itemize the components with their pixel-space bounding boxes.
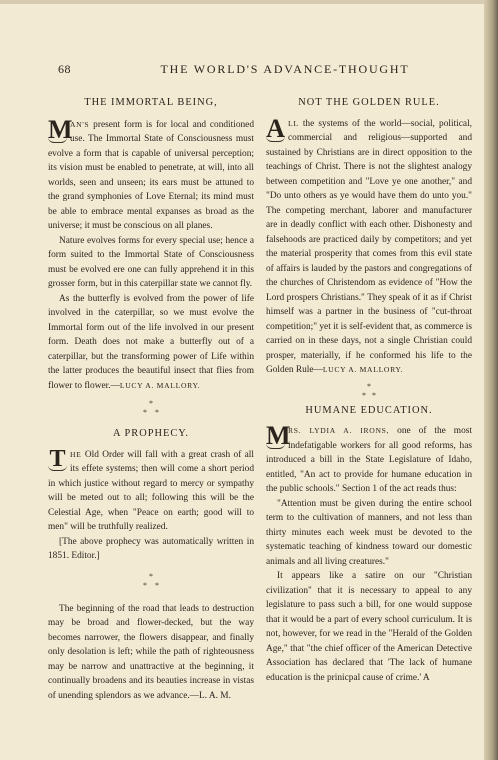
ornament-stars: * * * xyxy=(143,571,159,590)
paragraph-text: present form is for local and conditioned use. The Immortal State of Consciousness must evolve a form that is capable of universal perception; its vision must be enabled to penetrate, at will, into all worlds, seen and unseen; its ears must be attuned to the grand symphonies of Love Eternal; its mind must be able to embrace mental expanses as broad as the universe; it must be conscious on all planes. xyxy=(48,119,254,231)
page-header xyxy=(0,62,484,78)
lead-in-small-caps: HE xyxy=(70,449,82,459)
top-edge xyxy=(0,0,498,4)
left-column xyxy=(48,96,254,703)
paragraph-text: one of the most indefatigable workers for all good reforms, has introduced a bill in the State Legislature of Idaho, entitled, "An act to provide for humane education in the public schools." Section 1 of the act reads thus: xyxy=(266,426,472,494)
ornament-stars: * * * xyxy=(362,381,376,400)
article-paragraph: The beginning of the road that leads to destruction may be broad and flower-decked, but the way becomes narrower, the flowers disappear, and finally only desolation is left; while the path of righteousness may be narrow and unattractive at the beginning, it continually broadens and its beauties increase in vistas of unending splendors as we advance.—L. A. M. xyxy=(48,603,254,701)
drop-cap: M xyxy=(266,421,291,450)
article-paragraph xyxy=(48,114,254,234)
article-title-prophecy: A PROPHECY. xyxy=(112,428,190,439)
paragraph-text: the systems of the world—social, political, commercial and religious—supported and sustained by Christians are in direct opposition to the teachings of Christ. There is not the slightest analogy between competition and "Love ye one another," and "Do unto others as ye would have them do unto you." The competing merchant, laborer and manufacturer are in deadly conflict with each other. Dishonesty and falsehoods are practiced daily by competitors; and yet the material prosperity that comes from this evil state of affairs is lauded by the pastors and congregations of the churches of Christendom as evidence of "How the Lord prospers Christians." They speak of it as if Christ himself was a partner in the business of "cut-throat competition;" yet it is self-evident that, as commerce is carried on in these days, not a single Christian could prosper, materially, if he conformed his life to the Golden Rule— xyxy=(266,118,472,375)
drop-cap: A xyxy=(266,113,285,143)
page-number: 68 xyxy=(58,62,71,76)
lead-in-small-caps: AN'S xyxy=(70,119,90,129)
article-paragraph: It appears like a satire on our "Christian civilization" that it is necessary to appeal to any legislature to pass such a bill, for one would suppose that it would be a part of every school curriculum. It is not, however, for we read in the "Herald of the Golden Age," that "the chief officer of the American Detective Association has declared that 'The lack of humane education is the prinicpal cause of crime.' A xyxy=(266,571,472,683)
ornament-stars: * * * xyxy=(143,399,159,417)
author-signature: LUCY A. MALLORY. xyxy=(119,380,201,390)
running-title: THE WORLD'S ADVANCE-THOUGHT xyxy=(160,62,410,76)
paragraph-text: Old Order will fall with a great crash of all its effete systems; then will come a short period in which justice without regard to mercy or sympathy will be meted out to all; following this will be the Celestial Age, when "Peace on earth; good will to men" will be truthfully realized. xyxy=(48,449,254,532)
drop-cap: T xyxy=(49,445,66,472)
article-paragraph xyxy=(266,113,472,378)
article-paragraph xyxy=(48,292,254,394)
drop-cap: M xyxy=(48,114,73,144)
article-paragraph xyxy=(266,421,472,497)
article-title-humane-education: HUMANE EDUCATION. xyxy=(305,404,433,416)
article-paragraph: "Attention must be given during the entire school term to the cultivation of manners, and not less than thirty minutes each week must be devoted to the systematic teaching of kindness toward our domestic animals and all living creatures." xyxy=(266,498,472,567)
lead-in-small-caps: LL xyxy=(288,118,299,128)
article-paragraph xyxy=(48,445,254,535)
lead-in-small-caps: RS. LYDIA A. IRONS, xyxy=(288,426,390,435)
article-title-golden-rule: NOT THE GOLDEN RULE. xyxy=(298,97,440,108)
author-signature: LUCY A. MALLORY. xyxy=(322,365,404,374)
right-column xyxy=(266,96,472,685)
paragraph-text: As the butterfly is evolved from the power of life involved in the caterpillar, so we must evolve the Immortal form out of the life involved in our present form. Death does not make a butterfly out of a caterpillar, but the transforming power of Life within the latter produces the beautiful insect that flies from flower to flower.— xyxy=(48,293,254,391)
book-spine-shadow xyxy=(484,0,498,760)
editor-note: [The above prophecy was automatically written in 1851. Editor.] xyxy=(48,536,254,561)
article-title-immortal-being: THE IMMORTAL BEING, xyxy=(84,97,218,108)
article-paragraph: Nature evolves forms for every special use; hence a form suited to the Immortal State of Consciousness must be evolved ere one can fully apprehend it in this grosser form, but in this caterpillar state we cannot fly. xyxy=(48,235,254,289)
